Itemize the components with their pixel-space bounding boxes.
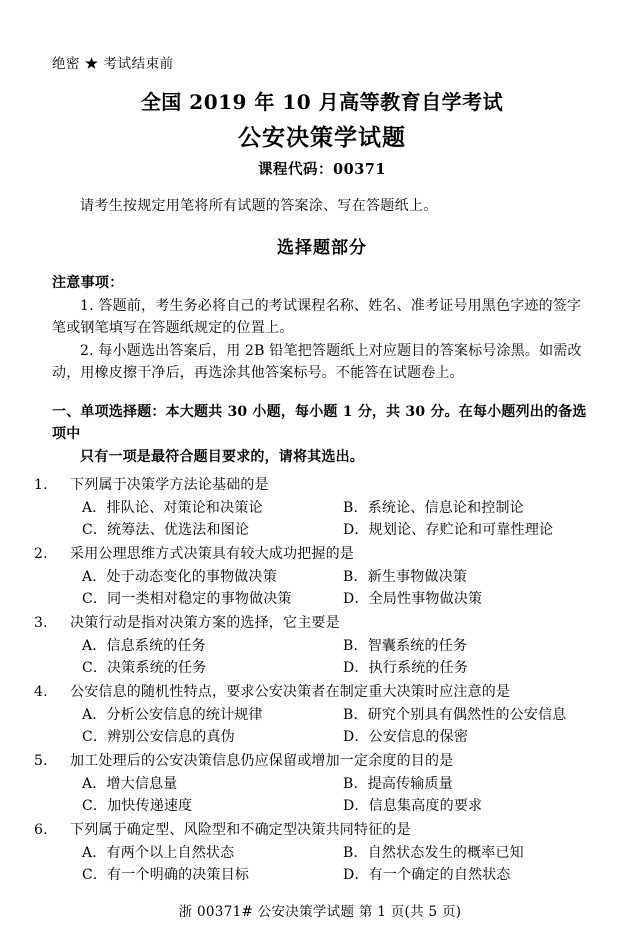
- option-d[interactable]: D．有一个确定的自然状态: [343, 867, 511, 884]
- option-a[interactable]: A．增大信息量: [82, 775, 178, 792]
- option-c[interactable]: C．辨别公安信息的真伪: [82, 729, 235, 746]
- question-stem: [34, 543, 592, 566]
- question-stem: [34, 612, 592, 635]
- attention-item-1: 1. 答题前，考生务必将自己的考试课程名称、姓名、准考证号用黑色字迹的签字笔或钢笔填写在答题纸规定的位置上。: [52, 298, 582, 336]
- option-b[interactable]: B．自然状态发生的概率已知: [343, 844, 524, 861]
- option-b[interactable]: B．智囊系统的任务: [343, 637, 468, 654]
- question-text: 下列属于决策学方法论基础的是: [70, 476, 269, 493]
- part-one-heading-line2: 只有一项是最符合题目要求的，请将其选出。: [80, 448, 364, 465]
- section-title: 选择题部分: [277, 238, 367, 258]
- question-number: 6.: [34, 822, 48, 838]
- option-c[interactable]: C．有一个明确的决策目标: [82, 867, 250, 884]
- attention-item-2: 2. 每小题选出答案后，用 2B 铅笔把答题纸上对应题目的答案标号涂黑。如需改动，用橡皮擦干净后，再选涂其他答案标号。不能答在试题卷上。: [52, 343, 582, 382]
- question-options-row: [52, 842, 592, 865]
- question-options-row: [52, 588, 592, 611]
- option-c[interactable]: C．加快传递速度: [82, 798, 193, 815]
- question-number: 3.: [34, 614, 48, 631]
- question-item: [34, 474, 592, 542]
- exam-title-subject: 公安决策学试题: [238, 124, 406, 151]
- question-options-row: [52, 566, 592, 589]
- question-text: 加工处理后的公安决策信息仍应保留或增加一定余度的目的是: [70, 752, 454, 769]
- course-code: 课程代码：00371: [258, 161, 386, 178]
- option-d[interactable]: D．信息集高度的要求: [343, 798, 483, 815]
- question-item: [34, 612, 592, 680]
- question-stem: [34, 750, 592, 773]
- question-options-row: [52, 635, 592, 658]
- option-c[interactable]: C．决策系统的任务: [82, 660, 207, 677]
- question-options-row: [52, 773, 592, 796]
- option-d[interactable]: D．全局性事物做决策: [343, 591, 483, 608]
- option-d[interactable]: D．规划论、存贮论和可靠性理论: [343, 522, 554, 539]
- question-text: 下列属于确定型、风险型和不确定型决策共同特征的是: [70, 822, 411, 838]
- question-text: 采用公理思维方式决策具有较大成功把握的是: [70, 545, 354, 562]
- question-options-row: [52, 704, 592, 727]
- exam-title-main: 全国 2019 年 10 月高等教育自学考试: [140, 90, 504, 114]
- option-d[interactable]: D．公安信息的保密: [343, 729, 469, 746]
- question-options-row: [52, 657, 592, 680]
- option-a[interactable]: A．信息系统的任务: [82, 637, 206, 654]
- option-c[interactable]: C．统筹法、优选法和图论: [82, 522, 250, 539]
- part-one-heading: [52, 401, 592, 468]
- question-options-row: [52, 864, 592, 887]
- option-a[interactable]: A．处于动态变化的事物做决策: [82, 568, 277, 585]
- question-number: 1.: [34, 476, 48, 493]
- option-d[interactable]: D．执行系统的任务: [343, 660, 469, 677]
- option-b[interactable]: B．提高传输质量: [343, 775, 453, 792]
- question-item: [34, 681, 592, 749]
- question-number: 2.: [34, 545, 48, 562]
- question-item: [34, 543, 592, 611]
- option-a[interactable]: A．分析公安信息的统计规律: [82, 706, 263, 723]
- option-b[interactable]: B．系统论、信息论和控制论: [343, 499, 524, 516]
- option-b[interactable]: B．新生事物做决策: [343, 568, 468, 585]
- option-a[interactable]: A．有两个以上自然状态: [82, 844, 235, 861]
- question-text: 决策行动是指对决策方案的选择，它主要是: [70, 614, 340, 631]
- question-options-row: [52, 795, 592, 818]
- attention-heading: 注意事项：: [52, 275, 124, 291]
- option-b[interactable]: B．研究个别具有偶然性的公安信息: [343, 706, 567, 723]
- question-number: 4.: [34, 683, 48, 700]
- question-number: 5.: [34, 752, 48, 769]
- page-footer: 浙 00371# 公安决策学试题 第 1 页(共 5 页): [178, 904, 462, 920]
- question-item: [34, 819, 592, 887]
- secret-mark: 绝密 ★ 考试结束前: [52, 56, 174, 72]
- question-options-row: [52, 497, 592, 520]
- option-a[interactable]: A．排队论、对策论和决策论: [82, 499, 263, 516]
- question-item: [34, 750, 592, 818]
- question-options-row: [52, 726, 592, 749]
- question-stem: [34, 819, 592, 842]
- option-c[interactable]: C．同一类相对稳定的事物做决策: [82, 591, 292, 608]
- question-options-row: [52, 519, 592, 542]
- question-stem: [34, 474, 592, 497]
- question-text: 公安信息的随机性特点，要求公安决策者在制定重大决策时应注意的是: [70, 683, 511, 700]
- part-one-heading-line1: 一、单项选择题：本大题共 30 小题，每小题 1 分，共 30 分。在每小题列出的备选项中: [52, 403, 587, 443]
- question-stem: [34, 681, 592, 704]
- answer-instruction: 请考生按规定用笔将所有试题的答案涂、写在答题纸上。: [80, 198, 438, 214]
